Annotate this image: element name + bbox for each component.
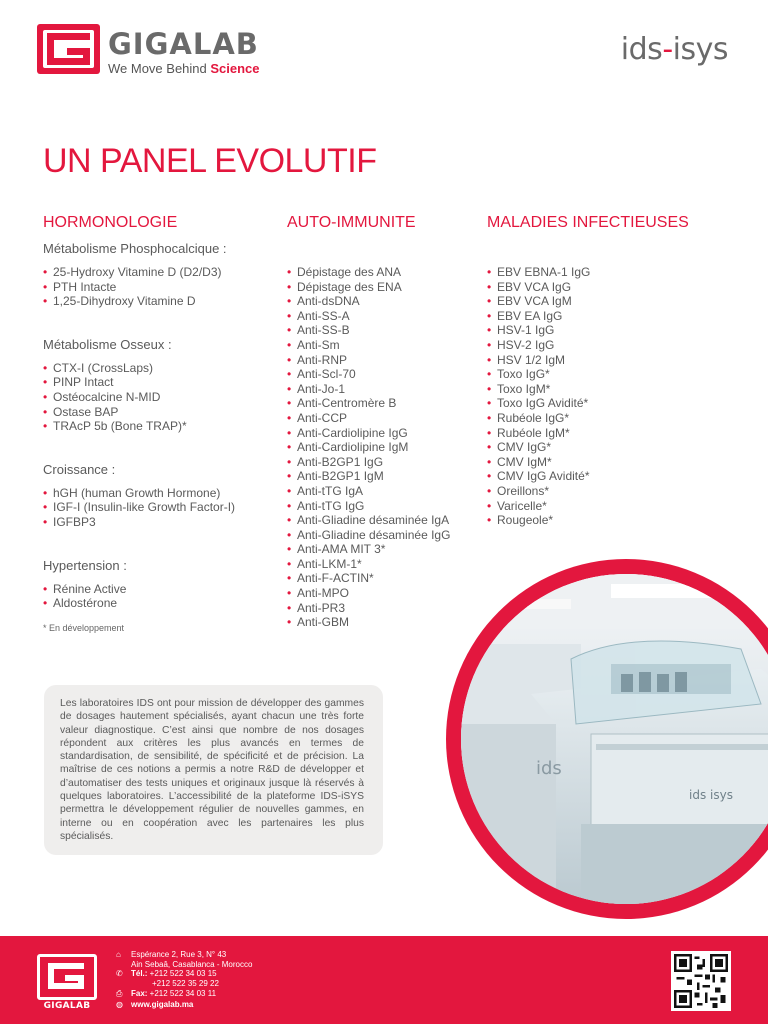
- group-title: Métabolisme Phosphocalcique :: [43, 241, 227, 256]
- group-phosphocalcique: [43, 241, 278, 309]
- list-item: • Anti-RNP: [287, 353, 477, 368]
- description-box: [44, 685, 383, 855]
- list-item: • EBV EA IgG: [487, 309, 707, 324]
- group-title: Métabolisme Osseux :: [43, 336, 172, 352]
- footer-brand: GIGALAB: [43, 1001, 91, 1011]
- list-item: • Oreillons*: [487, 484, 707, 499]
- maladies-column: [487, 214, 707, 528]
- list-item: • Rubéole IgM*: [487, 426, 707, 441]
- hormonologie-heading: HORMONOLOGIE: [43, 214, 178, 231]
- list-item: • Anti-SS-B: [287, 323, 477, 338]
- development-note: * En développement: [43, 622, 125, 633]
- location-icon: ⌂: [116, 950, 121, 959]
- description-text: Les laboratoires IDS ont pour mission de développer des gammes de dosages hautement spécialisés, ayant chacun une très forte valeur diagnostique. C’est ainsi que nombre de nos dosages répondent aux critères les plus avancés en termes de standardisation, de sensibilité, de spécificité et de précision. La maîtrise de ces notions a permis a notre R&D de développer et d’automatiser des tests uniques et originaux jusque là réservés à quelques laboratoires. L’accessibilité de la plateforme IDS-iSYS permettra le développement régulier de nouvelles gammes, en interne ou en coopération avec les partenaires les plus spécialisés.: [60, 698, 364, 842]
- list-item: • Rénine Active: [43, 582, 278, 597]
- list-item: • Anti-Jo-1: [287, 382, 477, 397]
- globe-icon: ◍: [116, 1000, 123, 1009]
- maladies-heading: MALADIES INFECTIEUSES: [487, 214, 689, 231]
- list-item: • PINP Intact: [43, 375, 278, 390]
- list-item: • Toxo IgG Avidité*: [487, 396, 707, 411]
- list-item: • hGH (human Growth Hormone): [43, 486, 278, 501]
- brand-name: GIGALAB: [108, 27, 259, 61]
- page-title: UN PANEL EVOLUTIF: [43, 142, 377, 180]
- list-item: • EBV VCA IgG: [487, 280, 707, 295]
- list-item: • Anti-Cardiolipine IgM: [287, 440, 477, 455]
- list-item: • IGF-I (Insulin-like Growth Factor-I): [43, 500, 278, 515]
- phone-line-1: Tél.: +212 522 34 03 15: [131, 969, 217, 978]
- group-hypertension: [43, 558, 278, 611]
- list-item: • Toxo IgM*: [487, 382, 707, 397]
- fax-line: Fax: +212 522 34 03 11: [131, 989, 217, 998]
- list-item: • EBV EBNA-1 IgG: [487, 265, 707, 280]
- group-croissance: [43, 462, 278, 530]
- list-item: • Rubéole IgG*: [487, 411, 707, 426]
- list-item: • Anti-GBM: [287, 615, 477, 630]
- device-label: ids isys: [689, 788, 733, 802]
- list-item: • Anti-dsDNA: [287, 294, 477, 309]
- brand-tagline: We Move Behind Science: [108, 61, 260, 76]
- fax-icon: ⎙: [116, 989, 123, 998]
- list-item: • Anti-LKM-1*: [287, 557, 477, 572]
- list-item: • 1,25-Dihydroxy Vitamine D: [43, 294, 278, 309]
- list-item: • Anti-Sm: [287, 338, 477, 353]
- footer: [0, 936, 768, 1024]
- auto-immunite-heading: AUTO-IMMUNITE: [287, 214, 416, 231]
- list-item: • Dépistage des ANA: [287, 265, 477, 280]
- qr-code: [671, 951, 731, 1011]
- list-item: • Anti-tTG IgG: [287, 499, 477, 514]
- list-item: • Anti-tTG IgA: [287, 484, 477, 499]
- list-item: • Rougeole*: [487, 513, 707, 528]
- list-item: • Ostase BAP: [43, 405, 278, 420]
- website-link[interactable]: www.gigalab.ma: [131, 1000, 194, 1009]
- list-item: • HSV-2 IgG: [487, 338, 707, 353]
- list-item: • Anti-Gliadine désaminée IgG: [287, 528, 477, 543]
- footer-logo: [37, 954, 97, 1016]
- device-label: ids: [536, 758, 562, 779]
- list-item: • Anti-F-ACTIN*: [287, 571, 477, 586]
- gigalab-logo-mark: [37, 24, 100, 74]
- list-item: • CMV IgG Avidité*: [487, 469, 707, 484]
- list-item: • Anti-Cardiolipine IgG: [287, 426, 477, 441]
- list-item: • Anti-SS-A: [287, 309, 477, 324]
- list-item: • Anti-Gliadine désaminée IgA: [287, 513, 477, 528]
- list-item: • Anti-B2GP1 IgM: [287, 469, 477, 484]
- group-title: Croissance :: [43, 461, 116, 477]
- list-item: • HSV 1/2 IgM: [487, 353, 707, 368]
- list-item: • HSV-1 IgG: [487, 323, 707, 338]
- list-item: • Dépistage des ENA: [287, 280, 477, 295]
- list-item: • Anti-PR3: [287, 601, 477, 616]
- list-item: • Aldostérone: [43, 596, 278, 611]
- list-item: • TRAcP 5b (Bone TRAP)*: [43, 419, 278, 434]
- list-item: • Anti-B2GP1 IgG: [287, 455, 477, 470]
- list-item: • EBV VCA IgM: [487, 294, 707, 309]
- list-item: • Anti-AMA MIT 3*: [287, 542, 477, 557]
- list-item: • PTH Intacte: [43, 280, 278, 295]
- list-item: • CMV IgM*: [487, 455, 707, 470]
- ids-isys-logo: ids-isys: [620, 32, 728, 67]
- address-line-2: Ain Sebaâ, Casablanca - Morocco: [131, 960, 253, 969]
- list-item: • CTX-I (CrossLaps): [43, 361, 278, 376]
- list-item: • Toxo IgG*: [487, 367, 707, 382]
- list-item: • Anti-Scl-70: [287, 367, 477, 382]
- list-item: • Anti-CCP: [287, 411, 477, 426]
- auto-immunite-column: [287, 214, 477, 630]
- group-title: Hypertension :: [43, 557, 127, 573]
- list-item: • Varicelle*: [487, 499, 707, 514]
- list-item: • CMV IgG*: [487, 440, 707, 455]
- phone-icon: ✆: [116, 969, 123, 978]
- qr-icon: [674, 954, 728, 1008]
- phone-line-2: +212 522 35 29 22: [152, 979, 219, 988]
- address-line-1: Espérance 2, Rue 3, N° 43: [131, 950, 227, 959]
- hormonologie-column: [43, 214, 278, 633]
- list-item: • IGFBP3: [43, 515, 278, 530]
- group-osseux: [43, 337, 278, 434]
- list-item: • Ostéocalcine N-MID: [43, 390, 278, 405]
- list-item: • Anti-MPO: [287, 586, 477, 601]
- list-item: • 25-Hydroxy Vitamine D (D2/D3): [43, 265, 278, 280]
- list-item: • Anti-Centromère B: [287, 396, 477, 411]
